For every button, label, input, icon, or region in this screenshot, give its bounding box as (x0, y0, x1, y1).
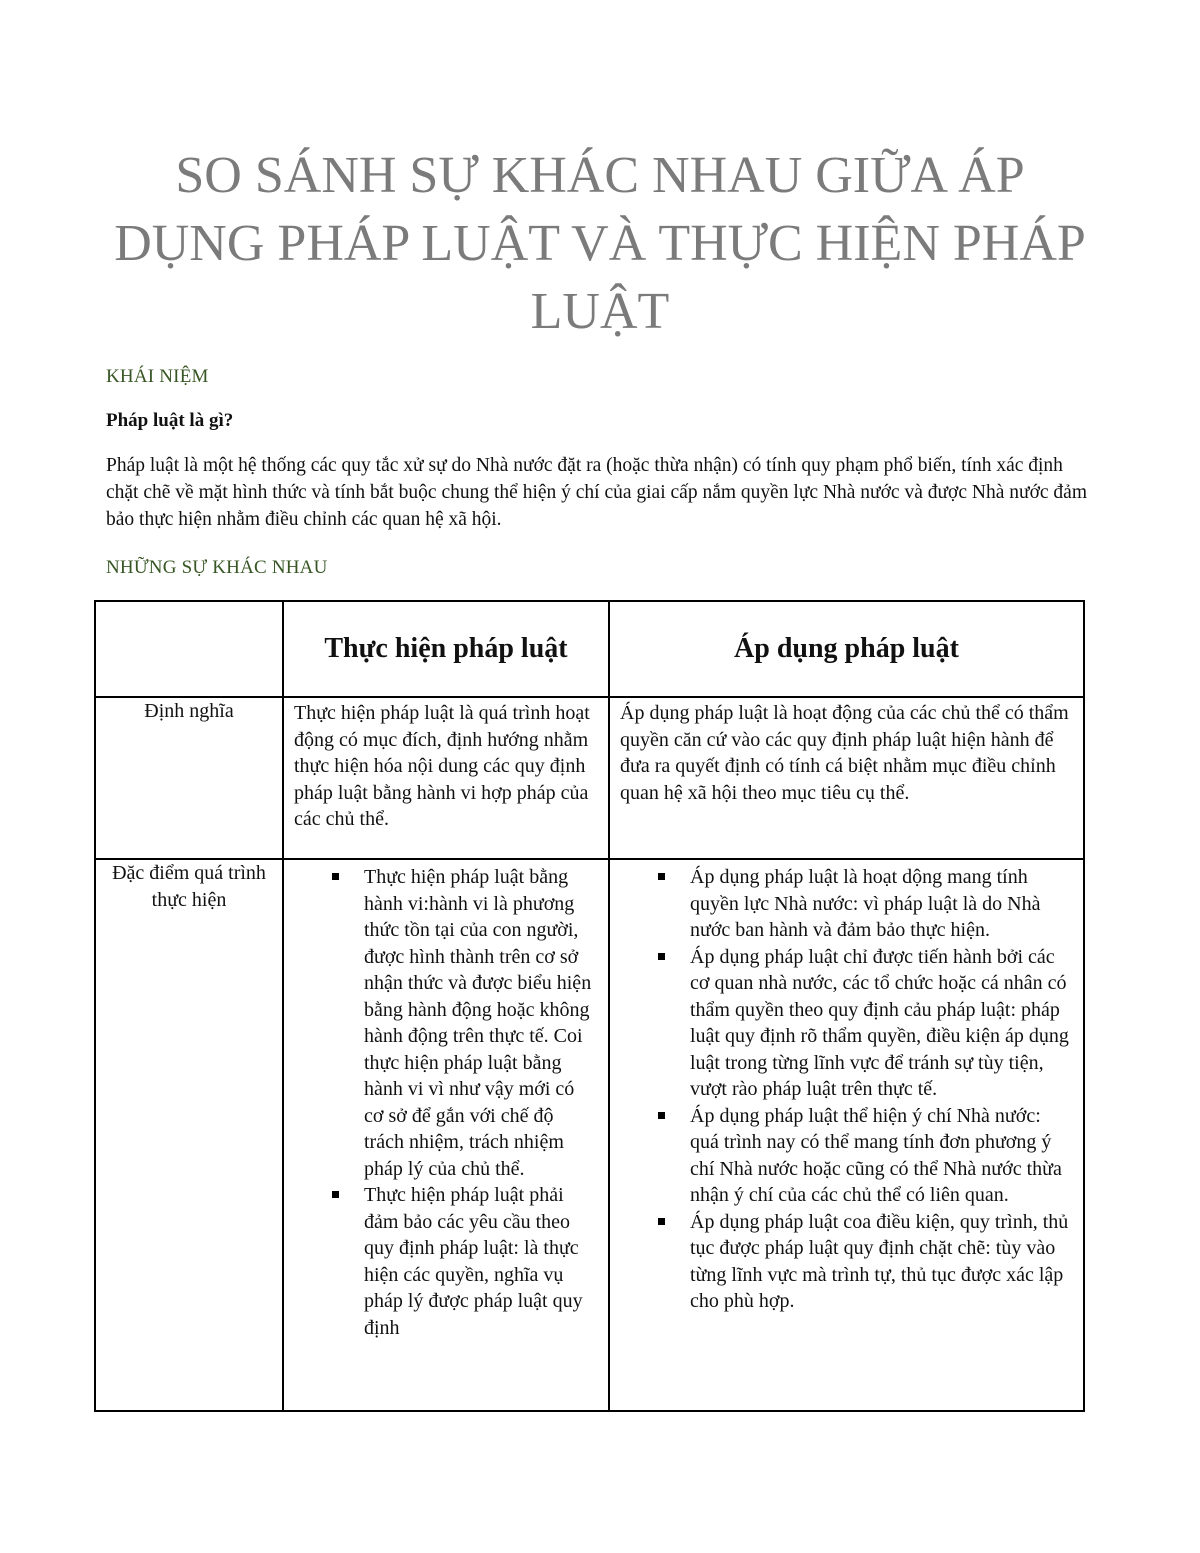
table-row-features (95, 859, 1084, 1411)
law-definition-paragraph: Pháp luật là một hệ thống các quy tắc xử sự do Nhà nước đặt ra (hoặc thừa nhận) có tính quy phạm phổ biến, tính xác định chặt chẽ về mặt hình thức và tính bắt buộc chung thể hiện ý chí của giai cấp nắm quyền lực Nhà nước và được Nhà nước đảm bảo thực hiện nhằm điều chỉnh các quan hệ xã hội. (106, 455, 1087, 530)
application-bullet-4: Áp dụng pháp luật coa điều kiện, quy trình, thủ tục được pháp luật quy định chặt chẽ: tùy vào từng lĩnh vực mà trình tự, thủ tục được xác lập cho phù hợp. (690, 1209, 1073, 1315)
concept-heading: KHÁI NIỆM (106, 366, 209, 387)
header-implementation: Thực hiện pháp luật (283, 601, 609, 697)
application-bullet-list (610, 860, 1083, 1315)
definition-row-label: Định nghĩa (95, 697, 283, 859)
application-bullet-3: Áp dụng pháp luật thể hiện ý chí Nhà nước: quá trình nay có thể mang tính đơn phương ý chí Nhà nước hoặc cũng có thể Nhà nước thừa nhận ý chí của các chủ thể có liên quan. (690, 1103, 1073, 1209)
header-application: Áp dụng pháp luật (609, 601, 1084, 697)
table-row-definition (95, 697, 1084, 859)
table-header-row (95, 601, 1084, 697)
differences-heading: NHỮNG SỰ KHÁC NHAU (106, 557, 328, 578)
definition-implementation-text: Thực hiện pháp luật là quá trình hoạt động có mục đích, định hướng nhằm thực hiện hóa nội dung các quy định pháp luật bằng hành vi hợp pháp của các chủ thể. (294, 702, 590, 830)
application-bullet-2: Áp dụng pháp luật chỉ được tiến hành bởi các cơ quan nhà nước, các tổ chức hoặc cá nhân có thẩm quyền theo quy định cảu pháp luật: pháp luật quy định rõ thẩm quyền, điều kiện áp dụng luật trong từng lĩnh vực để tránh sự tùy tiện, vượt rào pháp luật trên thực tế. (690, 944, 1073, 1103)
features-row-label: Đặc điểm quá trình thực hiện (95, 859, 283, 1411)
document-title: SO SÁNH SỰ KHÁC NHAU GIỮA ÁP DỤNG PHÁP LUẬT VÀ THỰC HIỆN PHÁP LUẬT (114, 147, 1086, 340)
implementation-bullet-1: Thực hiện pháp luật bằng hành vi:hành vi là phương thức tồn tại của con người, được hình thành trên cơ sở nhận thức và được biểu hiện bằng hành động hoặc không hành động trên thực tế. Coi thực hiện pháp luật bằng hành vi vì như vậy mới có cơ sở để gắn với chế độ trách nhiệm, trách nhiệm pháp lý của chủ thể. (364, 864, 598, 1182)
definition-application-text: Áp dụng pháp luật là hoạt động của các chủ thể có thẩm quyền căn cứ vào các quy định pháp luật hiện hành để đưa ra quyết định có tính cá biệt nhằm mục điều chỉnh quan hệ xã hội theo mục tiêu cụ thể. (620, 702, 1069, 804)
header-empty-cell (95, 601, 283, 697)
question-heading: Pháp luật là gì? (106, 410, 234, 431)
features-implementation-cell (283, 859, 609, 1411)
definition-implementation-cell (283, 697, 609, 859)
comparison-table (94, 600, 1085, 1412)
implementation-bullet-list (284, 860, 608, 1341)
features-implementation-container (284, 860, 608, 1410)
implementation-bullet-2: Thực hiện pháp luật phải đảm bảo các yêu cầu theo quy định pháp luật: là thực hiện các quyền, nghĩa vụ pháp lý được pháp luật quy định (364, 1182, 598, 1341)
definition-application-cell (609, 697, 1084, 859)
features-application-cell (609, 859, 1084, 1411)
features-application-container (610, 860, 1083, 1410)
application-bullet-1: Áp dụng pháp luật là hoạt dộng mang tính quyền lực Nhà nước: vì pháp luật là do Nhà nước ban hành và đảm bảo thực hiện. (690, 864, 1073, 944)
